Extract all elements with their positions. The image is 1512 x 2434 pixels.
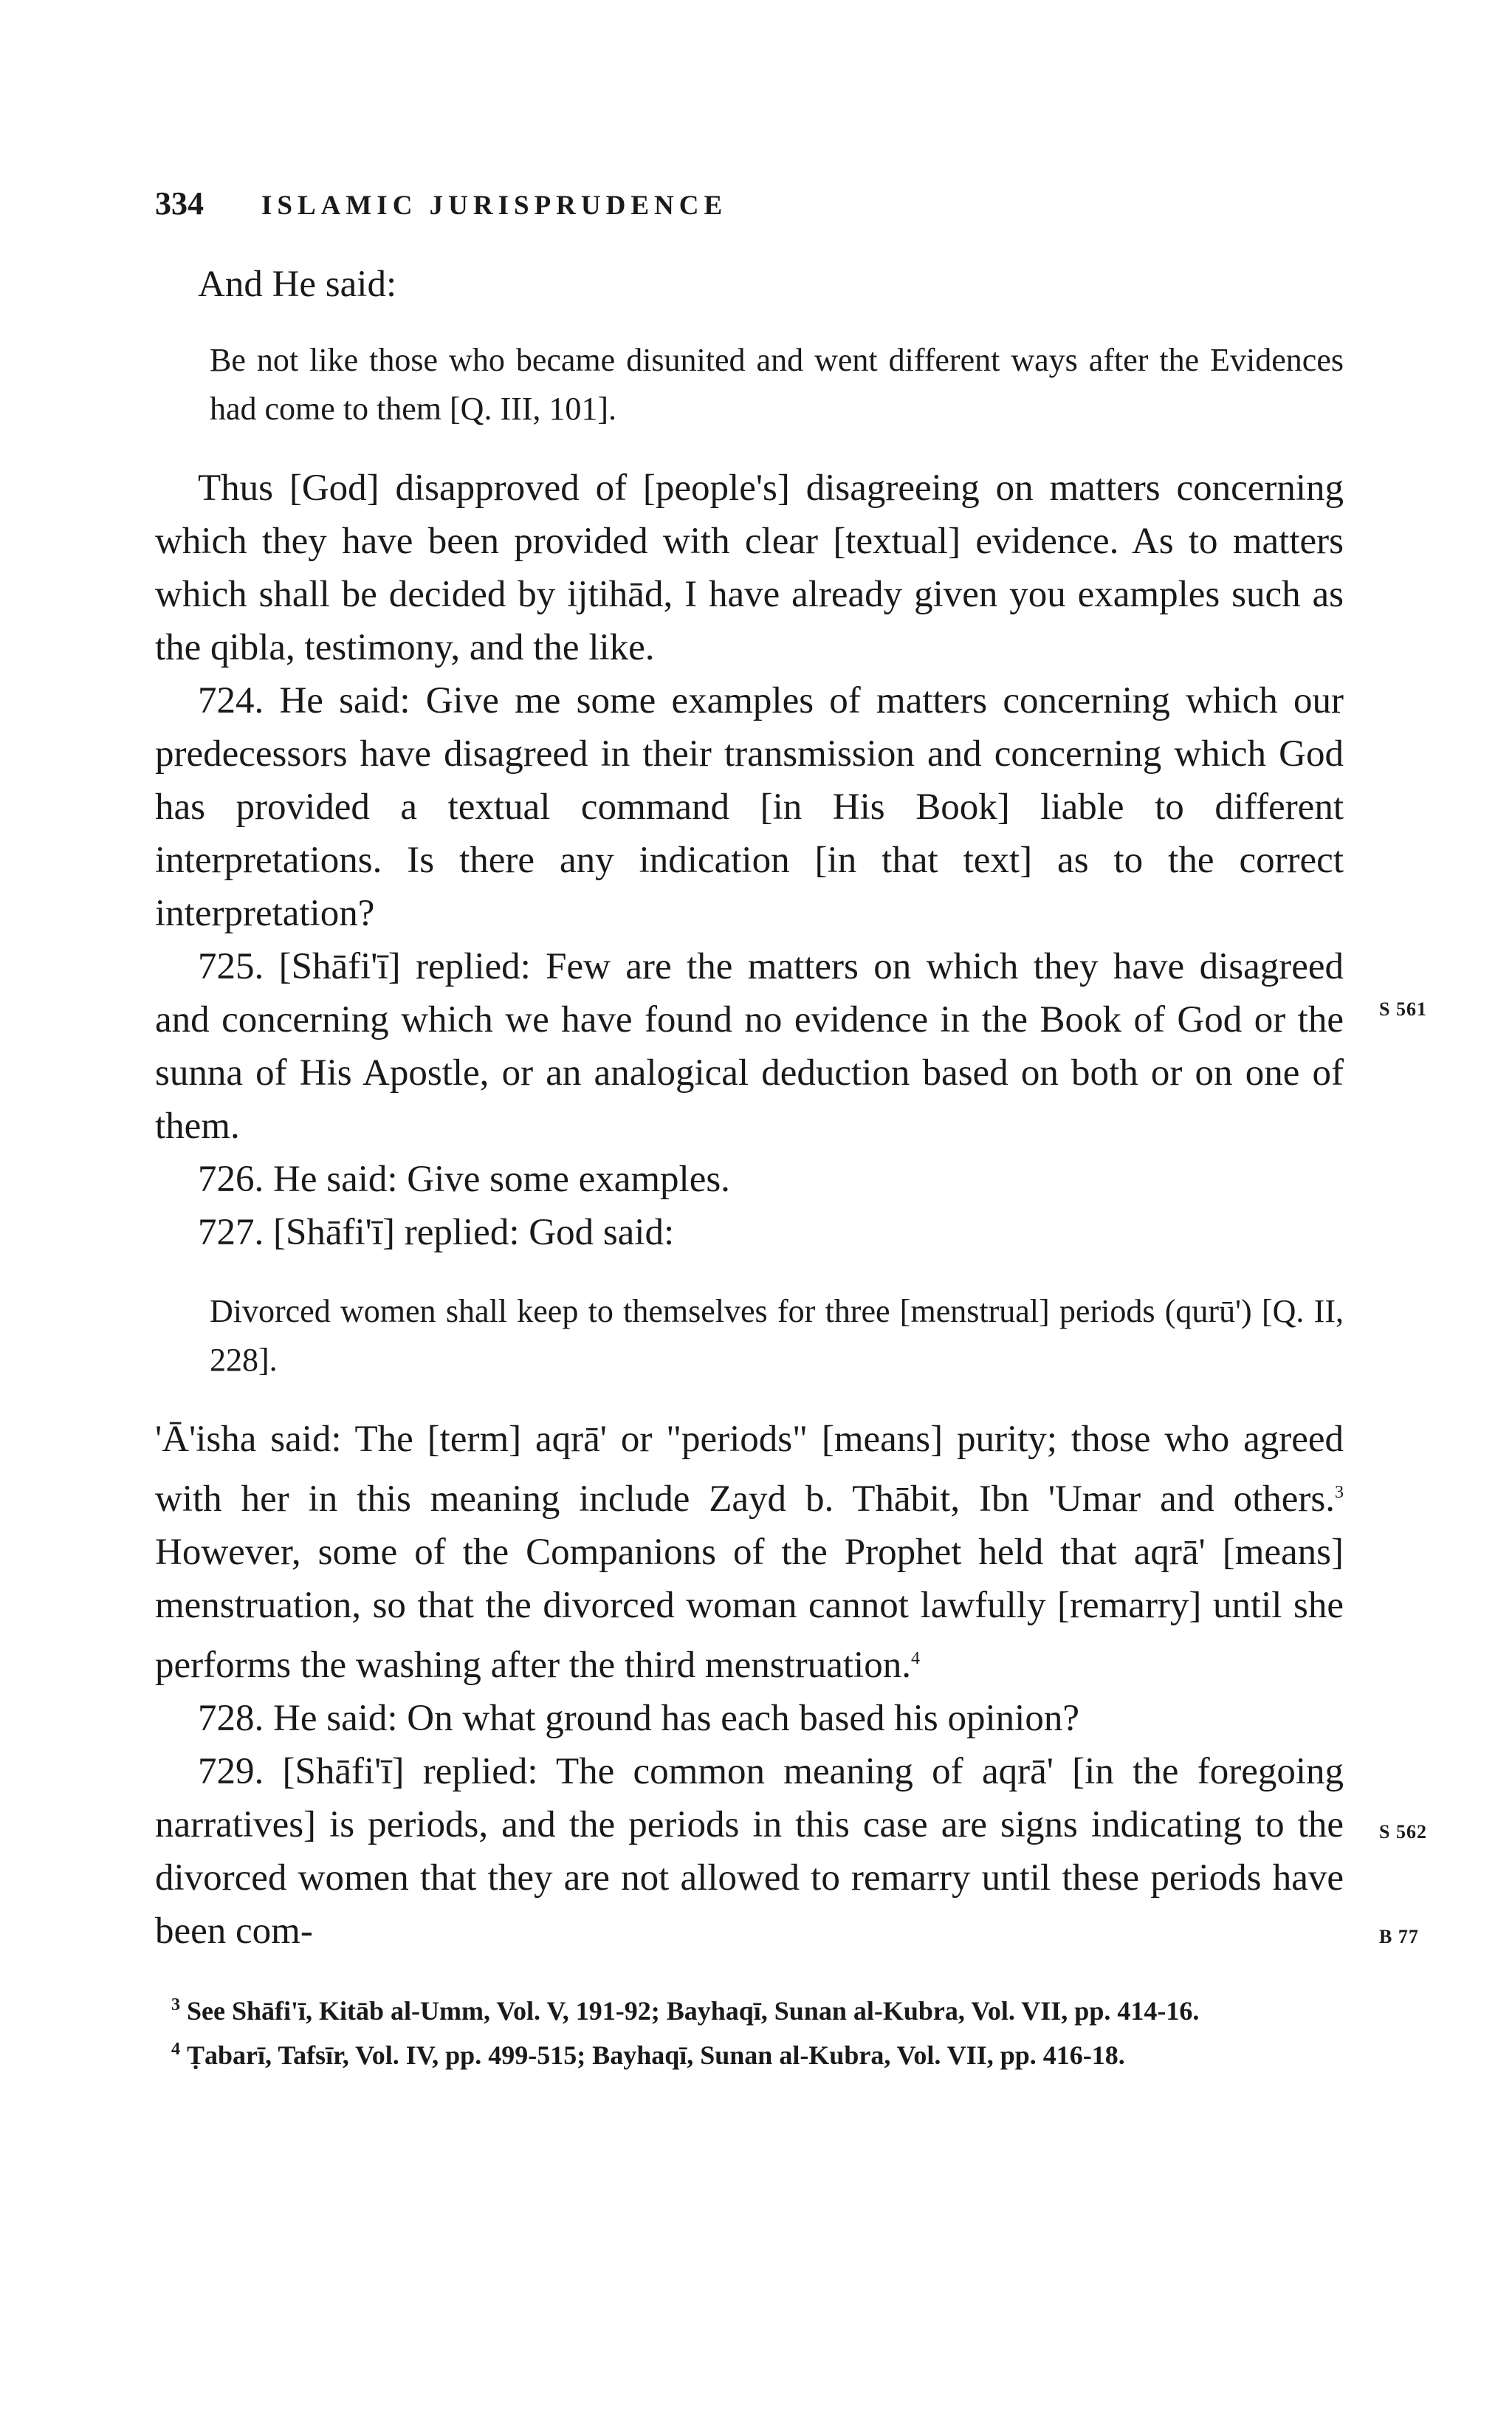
paragraph-aisha (155, 1413, 1344, 1692)
lead-in: And He said: (198, 264, 397, 305)
paragraph-726: 726. He said: Give some examples. (198, 1159, 730, 1200)
paragraph-729: 729. [Shāfi'ī] replied: The common meaning of aqrā' [in the foregoing narratives] is periods, and the periods in this case are signs indicating to the divorced women that they are not allowed to remarry until these periods have been com- (155, 1751, 1344, 1952)
margin-note-s561: S 561 (1379, 998, 1427, 1020)
margin-note-s562: S 562 (1379, 1821, 1427, 1842)
running-head (155, 185, 1344, 222)
footnote-4-marker: 4 (171, 2040, 180, 2059)
paragraph-725: 725. [Shāfi'ī] replied: Few are the matters on which they have disagreed and concerning which we have found no evidence in the Book of God or the sunna of His Apostle, or an analogical deduction based on both or on one of them. (155, 946, 1344, 1147)
footnote-4 (155, 2030, 1344, 2074)
footnote-4-text: Ṭabarī, Tafsīr, Vol. IV, pp. 499-515; Bayhaqī, Sunan al-Kubra, Vol. VII, pp. 416-18. (187, 2040, 1125, 2070)
running-title: ISLAMIC JURISPRUDENCE (261, 191, 728, 221)
paragraph-disapproval: Thus [God] disapproved of [people's] disagreeing on matters concerning which they have been provided with clear [textual] evidence. As to matters which shall be decided by ijtihād, I have already given you examples such as the qibla, testimony, and the like. (155, 467, 1344, 668)
footnote-3-text: See Shāfi'ī, Kitāb al-Umm, Vol. V, 191-92; Bayhaqī, Sunan al-Kubra, Vol. VII, pp. 414-16. (187, 1996, 1200, 2026)
page-number: 334 (155, 185, 204, 222)
footnote-3 (155, 1986, 1344, 2030)
paragraph-aisha-part-2: However, some of the Companions of the Prophet held that aqrā' [means] menstruation, so that the divorced woman cannot lawfully [remarry] until she performs the washing after the third menstruation. (155, 1532, 1344, 1686)
footnote-ref-4: 4 (910, 1649, 920, 1668)
footnotes (155, 1986, 1344, 2074)
quote-q2-228: Divorced women shall keep to themselves for three [menstrual] periods (qurū') [Q. II, 228]. (210, 1293, 1344, 1378)
footnote-3-marker: 3 (171, 1995, 180, 2015)
paragraph-728: 728. He said: On what ground has each based his opinion? (198, 1698, 1079, 1739)
margin-note-b77: B 77 (1379, 1926, 1419, 1947)
paragraph-727: 727. [Shāfi'ī] replied: God said: (198, 1212, 675, 1253)
page (155, 185, 1344, 2074)
paragraph-aisha-part-1: 'Ā'isha said: The [term] aqrā' or "periods" [means] purity; those who agreed with her in this meaning include Zayd b. Thābit, Ibn 'Umar and others. (155, 1419, 1344, 1520)
footnote-ref-3: 3 (1335, 1483, 1344, 1502)
paragraph-724: 724. He said: Give me some examples of matters concerning which our predecessors have disagreed in their transmission and concerning which God has provided a textual command [in His Book] liable to different interpretations. Is there any indication [in that text] as to the correct interpretation? (155, 680, 1344, 934)
quote-q3-101: Be not like those who became disunited and went different ways after the Evidences had come to them [Q. III, 101]. (210, 342, 1344, 427)
